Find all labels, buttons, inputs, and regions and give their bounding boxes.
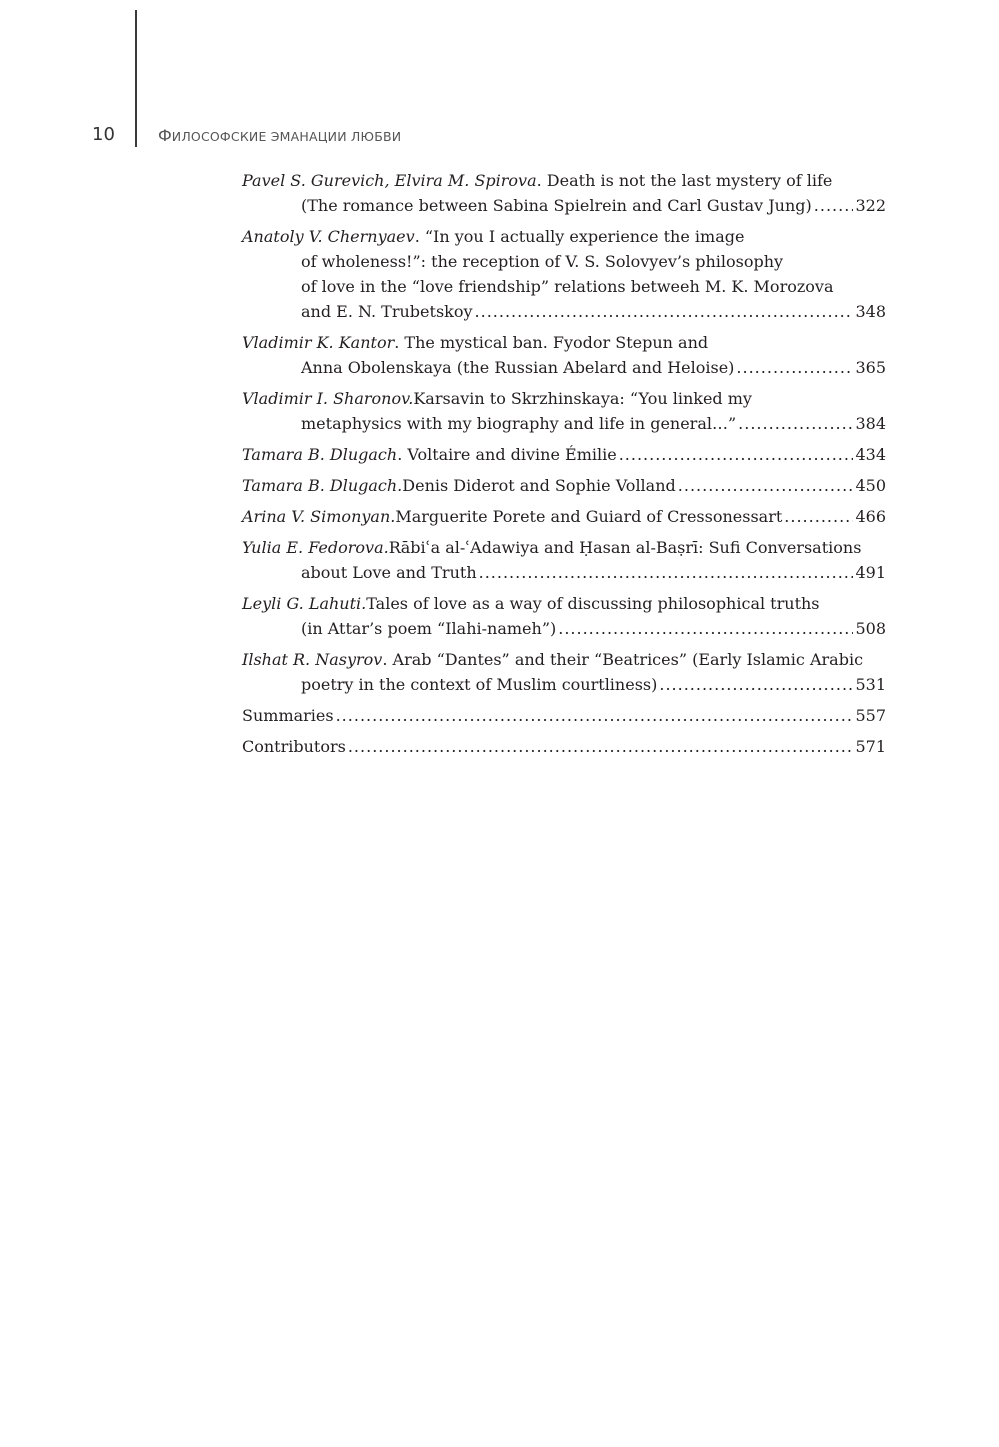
toc-title: Summaries xyxy=(242,706,334,725)
toc-title: Rābiʿa al-ʿAdawiya and Ḥasan al-Baṣrī: Sufi Conversations xyxy=(388,538,862,557)
toc-title: . Arab “Dantes” and their “Beatrices” (Early Islamic Arabic xyxy=(382,650,864,669)
toc-page-number: 365 xyxy=(855,358,886,377)
toc-title-continued: Anna Obolenskaya (the Russian Abelard and Heloise) xyxy=(301,358,735,377)
toc-page-number: 384 xyxy=(855,414,886,433)
vertical-rule xyxy=(135,10,137,147)
toc-title-continued: (in Attar’s poem “Ilahi-nameh”) xyxy=(301,619,557,638)
page-number: 10 xyxy=(92,124,115,145)
dot-leader xyxy=(814,193,854,218)
toc-title: . The mystical ban. Fyodor Stepun and xyxy=(394,333,709,352)
toc-title-continued: about Love and Truth xyxy=(301,563,477,582)
toc-title-continued: metaphysics with my biography and life in general…” xyxy=(301,414,737,433)
toc-page-number: 322 xyxy=(855,196,886,215)
toc-page-number: 491 xyxy=(855,563,886,582)
dot-leader xyxy=(678,473,854,498)
toc-title: . Death is not the last mystery of life xyxy=(536,171,833,190)
toc-entry[interactable] xyxy=(242,504,886,529)
toc-entry[interactable] xyxy=(242,168,886,218)
toc-title: Contributors xyxy=(242,737,346,756)
dot-leader xyxy=(558,616,853,641)
dot-leader xyxy=(475,299,854,324)
toc-author: Yulia E. Fedorova. xyxy=(242,538,389,557)
toc-author: Tamara B. Dlugach. xyxy=(242,476,403,495)
toc-author: Pavel S. Gurevich, Elvira M. Spirova xyxy=(242,171,537,190)
toc-title-continued: of love in the “love friendship” relations betweeh M. K. Morozova xyxy=(301,277,834,296)
toc-page-number: 466 xyxy=(855,507,886,526)
toc-page-number: 508 xyxy=(855,619,886,638)
toc-entry[interactable] xyxy=(242,734,886,759)
toc-author: Vladimir K. Kantor xyxy=(242,333,395,352)
toc-page-number: 571 xyxy=(855,737,886,756)
toc-entry[interactable] xyxy=(242,224,886,324)
table-of-contents xyxy=(242,168,886,765)
toc-title-continued: poetry in the context of Muslim courtliness) xyxy=(301,675,658,694)
toc-entry[interactable] xyxy=(242,703,886,728)
toc-page-number: 450 xyxy=(855,476,886,495)
dot-leader xyxy=(479,560,854,585)
toc-title: Karsavin to Skrzhinskaya: “You linked my xyxy=(413,389,752,408)
dot-leader xyxy=(784,504,853,529)
running-head-text: ИЛОСОФСКИЕ ЭМАНАЦИИ ЛЮБВИ xyxy=(171,129,402,144)
toc-entry[interactable] xyxy=(242,535,886,585)
toc-title: . Voltaire and divine Émilie xyxy=(397,445,617,464)
toc-author: Vladimir I. Sharonov. xyxy=(242,389,414,408)
toc-entry[interactable] xyxy=(242,442,886,467)
toc-author: Leyli G. Lahuti. xyxy=(242,594,367,613)
toc-title: Marguerite Porete and Guiard of Cressonessart xyxy=(395,507,783,526)
dot-leader xyxy=(336,703,854,728)
toc-author: Ilshat R. Nasyrov xyxy=(242,650,383,669)
toc-title-continued: (The romance between Sabina Spielrein and Carl Gustav Jung) xyxy=(301,196,812,215)
toc-entry[interactable] xyxy=(242,591,886,641)
toc-entry[interactable] xyxy=(242,386,886,436)
dot-leader xyxy=(348,734,854,759)
toc-title: Denis Diderot and Sophie Volland xyxy=(402,476,676,495)
running-head xyxy=(158,126,401,145)
toc-entry[interactable] xyxy=(242,330,886,380)
dot-leader xyxy=(736,355,853,380)
toc-page-number: 348 xyxy=(855,302,886,321)
toc-entry[interactable] xyxy=(242,473,886,498)
toc-author: Anatoly V. Chernyaev xyxy=(242,227,415,246)
toc-title-continued: and E. N. Trubetskoy xyxy=(301,302,473,321)
toc-page-number: 434 xyxy=(855,445,886,464)
toc-title: . “In you I actually experience the image xyxy=(414,227,745,246)
toc-title: Tales of love as a way of discussing philosophical truths xyxy=(366,594,820,613)
toc-author: Arina V. Simonyan. xyxy=(242,507,396,526)
dot-leader xyxy=(659,672,853,697)
toc-page-number: 557 xyxy=(855,706,886,725)
toc-title-continued: of wholeness!”: the reception of V. S. Solovyev’s philosophy xyxy=(301,252,784,271)
running-head-initial: Ф xyxy=(158,126,172,145)
dot-leader xyxy=(619,442,854,467)
toc-author: Tamara B. Dlugach xyxy=(242,445,398,464)
toc-page-number: 531 xyxy=(855,675,886,694)
toc-entry[interactable] xyxy=(242,647,886,697)
dot-leader xyxy=(738,411,853,436)
